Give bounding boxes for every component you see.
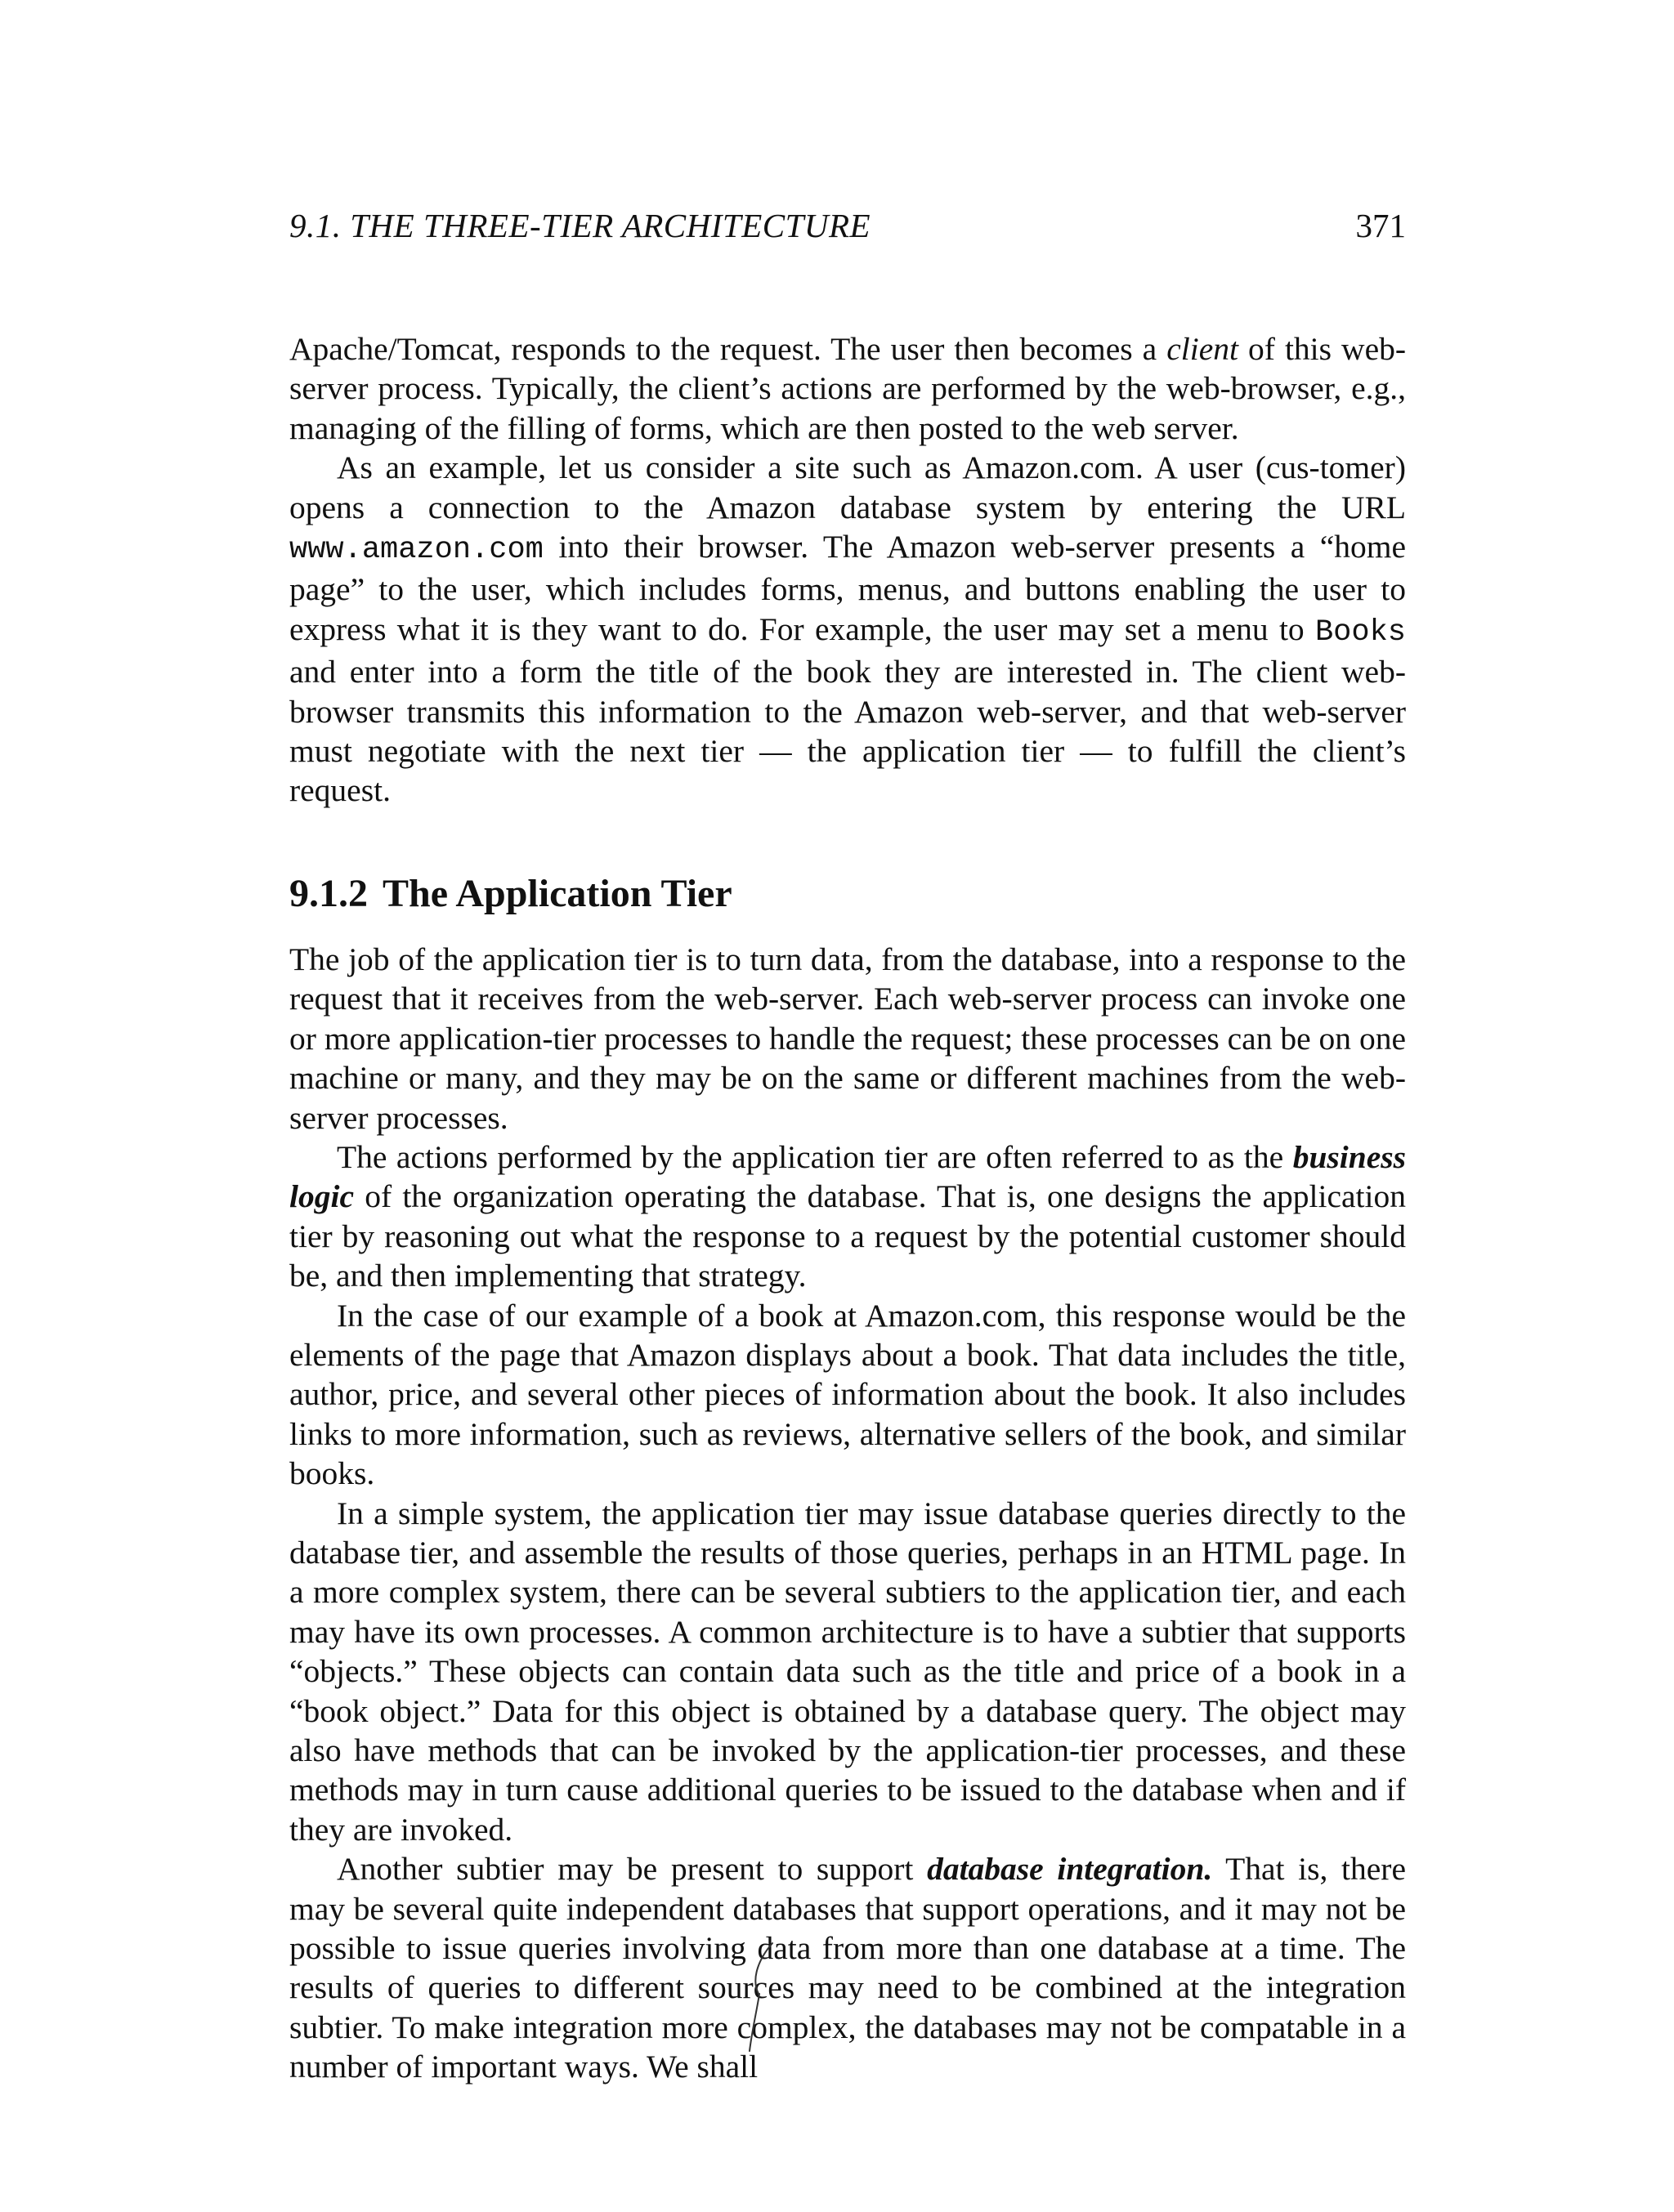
paragraph-amazon-example: [289, 448, 1406, 811]
book-page: [289, 201, 1406, 2087]
section-heading: [289, 869, 1406, 918]
text-run: of this web-server process. Typically, the client’s actions are performed by the web-browser, e.g., managing of the filling of forms, which are then posted to the web server.: [289, 331, 1407, 446]
text-run: The actions performed by the application tier are often referred to as the: [337, 1138, 1293, 1175]
text-run: Apache/Tomcat, responds to the request. The user then becomes a: [289, 331, 1167, 367]
paragraph-simple-system: In a simple system, the application tier may issue database queries directly to the database tier, and assemble the results of those queries, perhaps in an HTML page. In a more complex system, there can be several subtiers to the application tier, and each may have its own processes. A common architecture is to have a subtier that supports “objects.” These objects can contain data such as the title and price of a book in a “book object.” Data for this object is obtained by a database query. The object may also have methods that can be invoked by the application-tier processes, and these methods may in turn cause additional queries to be issued to the database when and if they are invoked.: [289, 1495, 1406, 1848]
menu-code: Books: [1314, 614, 1406, 650]
running-head: [289, 201, 1406, 250]
url-code: www.amazon.com: [289, 533, 544, 568]
running-title: 9.1. THE THREE-TIER ARCHITECTURE: [289, 207, 871, 244]
emphasis-client: client: [1166, 331, 1238, 367]
emphasis-database-integration: database integration.: [927, 1851, 1213, 1888]
text-run: of the organization operating the database. That is, one designs the application tier by reasoning out what the response to a request by the potential customer should be, and then implementing that strategy.: [289, 1178, 1406, 1294]
paragraph-job: The job of the application tier is to turn data, from the database, into a response to the request that it receives from the web-server. Each web-server process can invoke one or more application-tier processes to handle the request; these processes can be on one machine or many, and they may be on the same or different machines from the web-server processes.: [289, 941, 1406, 1136]
text-run: As an example, let us consider a site such as Amazon.com. A user (cus-tomer) opens a connection to the Amazon database system by entering the URL: [289, 449, 1406, 525]
page-number: 371: [1355, 207, 1406, 244]
text-run: Another subtier may be present to support: [337, 1851, 928, 1888]
emphasis-business-logic: business logic: [289, 1138, 1406, 1215]
section-number: 9.1.2: [289, 871, 368, 915]
text-run: into their browser. The Amazon web-server presents a “home page” to the user, which includes forms, menus, and buttons enabling the user to express what it is they want to do. For example, the user may set a menu to: [289, 529, 1406, 647]
paragraph-amazon-book: In the case of our example of a book at Amazon.com, this response would be the elements of the page that Amazon displays about a book. That data includes the title, author, price, and several other pieces of information about the book. It also includes links to more information, such as reviews, alternative sellers of the book, and similar books.: [289, 1297, 1406, 1492]
paragraph-integration: [289, 1849, 1406, 2086]
text-run: and enter into a form the title of the book they are interested in. The client web-browser transmits this information to the Amazon web-server, and that web-server must negotiate with the next tier — the application tier — to fulfill the client’s request.: [289, 654, 1406, 809]
paragraph-continuation: [289, 329, 1406, 448]
paragraph-business-logic: [289, 1137, 1406, 1296]
text-run: That is, there may be several quite independent databases that support operations, and it may not be possible to issue queries involving data from more than one database at a time. The results of queries to different sources may need to be combined at the integration subtier. To make integration more complex, the databases may not be compatable in a number of important ways. We shall: [289, 1851, 1406, 2085]
body-text: [289, 329, 1406, 2087]
section-title: The Application Tier: [383, 871, 732, 915]
